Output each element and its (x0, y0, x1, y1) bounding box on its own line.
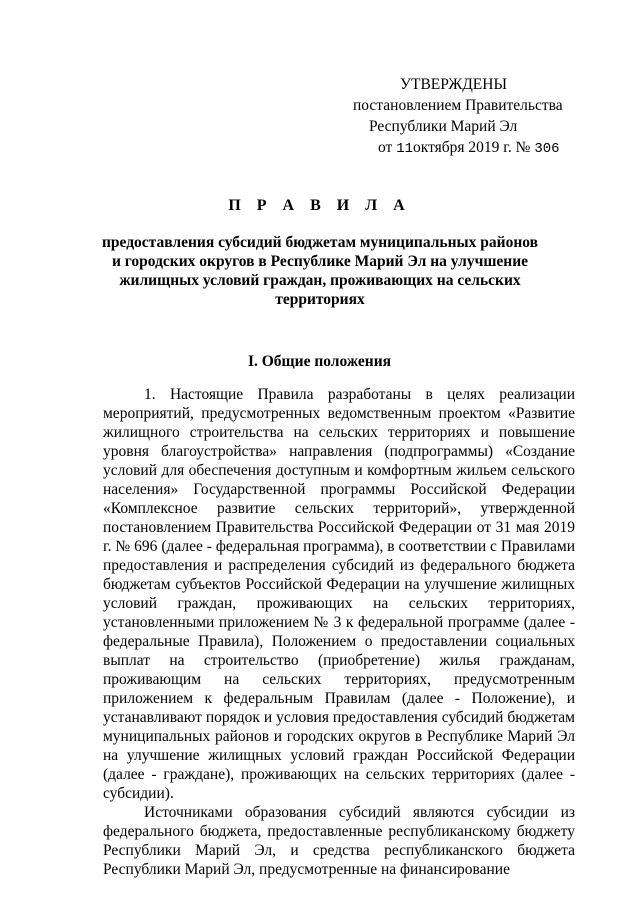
document-body (103, 385, 575, 879)
approval-number: 306 (534, 141, 560, 157)
paragraph: 1. Настоящие Правила разработаны в целях реализации мероприятий, предусмотренных ведомственным проектом «Развитие жилищного строительства на сельских территориях и повышение уровня благоустройства» направления (подпрограммы) «Создание условий для обеспечения доступным и комфортным жильем сельского населения» Государственной программы Российской Федерации «Комплексное развитие сельских территорий», утвержденной постановлением Правительства Российской Федерации от 31 мая 2019 г. № 696 (далее - федеральная программа), в соответствии с Правилами предоставления и распределения субсидий из федерального бюджета бюджетам субъектов Российской Федерации на улучшение жилищных условий граждан, проживающих на сельских территориях, установленными приложением № 3 к федеральной программе (далее - федеральные Правила), Положением о предоставлении социальных выплат на строительство (приобретение) жилья гражданам, проживающим на сельских территориях, предусмотренным приложением к федеральным Правилам (далее - Положение), и устанавливают порядок и условия предоставления субсидий бюджетам муниципальных районов и городских округов в Республике Марий Эл на улучшение жилищных условий граждан Российской Федерации (далее - граждане), проживающих на сельских территориях (далее - субсидии). (103, 386, 575, 802)
section-heading: I. Общие положения (247, 353, 392, 370)
approval-line: постановлением Правительства (353, 97, 563, 114)
approval-date-day: 11 (396, 141, 414, 157)
approval-date-prefix: от (378, 139, 397, 156)
paragraph: Источниками образования субсидий являются субсидии из федерального бюджета, предоставленные республиканскому бюджету Республики Марий Эл, и средства республиканского бюджета Республики Марий Эл, предусмотренные на финансирование (103, 804, 575, 878)
document-title: П Р А В И Л А (228, 197, 411, 214)
approval-heading: УТВЕРЖДЕНЫ (400, 76, 507, 93)
approval-line: Республики Марий Эл (369, 118, 518, 135)
approval-block (330, 74, 600, 160)
approval-date-middle: октября 2019 г. № (413, 139, 535, 156)
approval-date-line (330, 137, 600, 160)
document-subtitle: предоставления субсидий бюджетам муниципальных районов и городских округов в Республике Марий Эл на улучшение жилищных условий граждан, проживающих на сельских территориях (101, 234, 539, 308)
